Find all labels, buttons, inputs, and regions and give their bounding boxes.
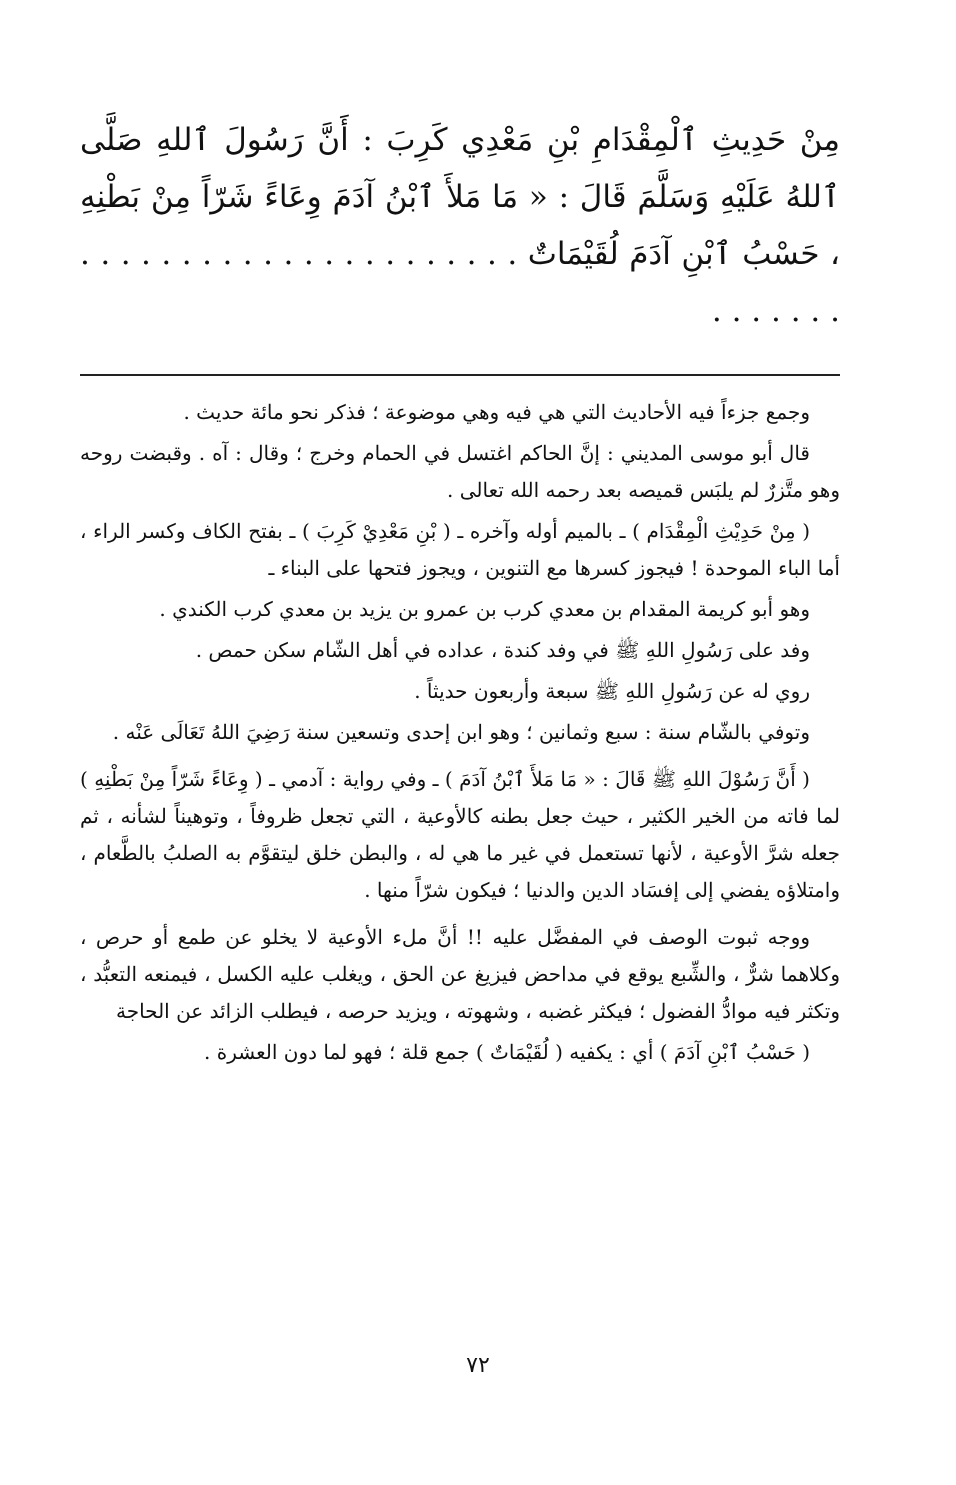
- footnote-divider: [80, 374, 840, 376]
- commentary-paragraph: ( حَسْبُ ٱبْنِ آدَمَ ) أي : يكفيه ( لُقَيْمَاتٌ ) جمع قلة ؛ فهو لما دون العشرة .: [204, 1040, 810, 1064]
- commentary-paragraph: روي له عن رَسُولِ اللهِ ﷺ سبعة وأربعون حديثاً .: [414, 679, 810, 703]
- commentary-paragraph: وجمع جزءاً فيه الأحاديث التي هي فيه وهي موضوعة ؛ فذكر نحو مائة حديث .: [183, 400, 810, 424]
- commentary-paragraph: وهو أبو كريمة المقدام بن معدي كرب بن عمرو بن يزيد بن معدي كرب الكندي .: [159, 597, 810, 621]
- commentary-paragraph: ( أَنَّ رَسُوْلَ اللهِ ﷺ قَالَ : « مَا مَلأَ ٱبْنُ آدَمَ ) ـ وفي رواية : آدمي ـ ( وِعَاءً شَرّاً مِنْ بَطْنِهِ ) لما فاته من الخير الكثير ، حيث جعل بطنه كالأوعية ، التي تجعل ظروفاً ، وتوهيناً لشأنه ، ثم جعله شرَّ الأوعية ، لأنها تستعمل في غير ما هي له ، والبطن خلق ليتقوَّم به الصلبُ بالطَّعام ، وامتلاؤه يفضي إلى إفسَاد الدين والدنيا ؛ فيكون شرّاً منها .: [80, 767, 840, 902]
- hadith-text: مِنْ حَدِيثِ ٱلْمِقْدَامِ بْنِ مَعْدِي كَرِبَ : أَنَّ رَسُولَ ٱللهِ صَلَّى ٱللهُ عَلَيْهِ وَسَلَّمَ قَالَ : « مَا مَلأَ ٱبْنُ آدَمَ وِعَاءً شَرّاً مِنْ بَطْنِهِ ، حَسْبُ ٱبْنِ آدَمَ لُقَيْمَاتٌ . . . . . . . . . . . . . . . . . . . . . . . . . . . . .: [80, 122, 840, 329]
- page-content: [80, 112, 840, 1071]
- commentary-paragraph: ( مِنْ حَدِيْثِ الْمِقْدَام ) ـ بالميم أوله وآخره ـ ( بْنِ مَعْدِيْ كَرِبَ ) ـ بفتح الكاف وكسر الراء ، أما الباء الموحدة ! فيجوز كسرها مع التنوين ، ويجوز فتحها على البناء ـ: [80, 519, 840, 580]
- commentary: [80, 394, 840, 1071]
- commentary-paragraph: ووجه ثبوت الوصف في المفضَّل عليه !! أنَّ ملء الأوعية لا يخلو عن طمع أو حرص ، وكلاهما شرٌّ ، والشِّبع يوقع في مداحض فيزيغ عن الحق ، ويغلب عليه الكسل ، فيمنعه التعبُّد ، وتكثر فيه موادُّ الفضول ؛ فيكثر غضبه ، وشهوته ، ويزيد حرصه ، فيطلب الزائد عن الحاجة: [80, 925, 840, 1023]
- page-number: ٧٢: [466, 1353, 490, 1378]
- commentary-paragraph: قال أبو موسى المديني : إنَّ الحاكم اغتسل في الحمام وخرج ؛ وقال : آه . وقبضت روحه وهو متَّزرٌ لم يلبَس قميصه بعد رحمه الله تعالى .: [80, 441, 840, 502]
- commentary-paragraph: وفد على رَسُولِ اللهِ ﷺ في وفد كندة ، عداده في أهل الشّام سكن حمص .: [195, 638, 810, 662]
- commentary-paragraph: وتوفي بالشّام سنة : سبع وثمانين ؛ وهو ابن إحدى وتسعين سنة رَضِيَ اللهُ تَعَالَى عَنْه .: [112, 720, 810, 744]
